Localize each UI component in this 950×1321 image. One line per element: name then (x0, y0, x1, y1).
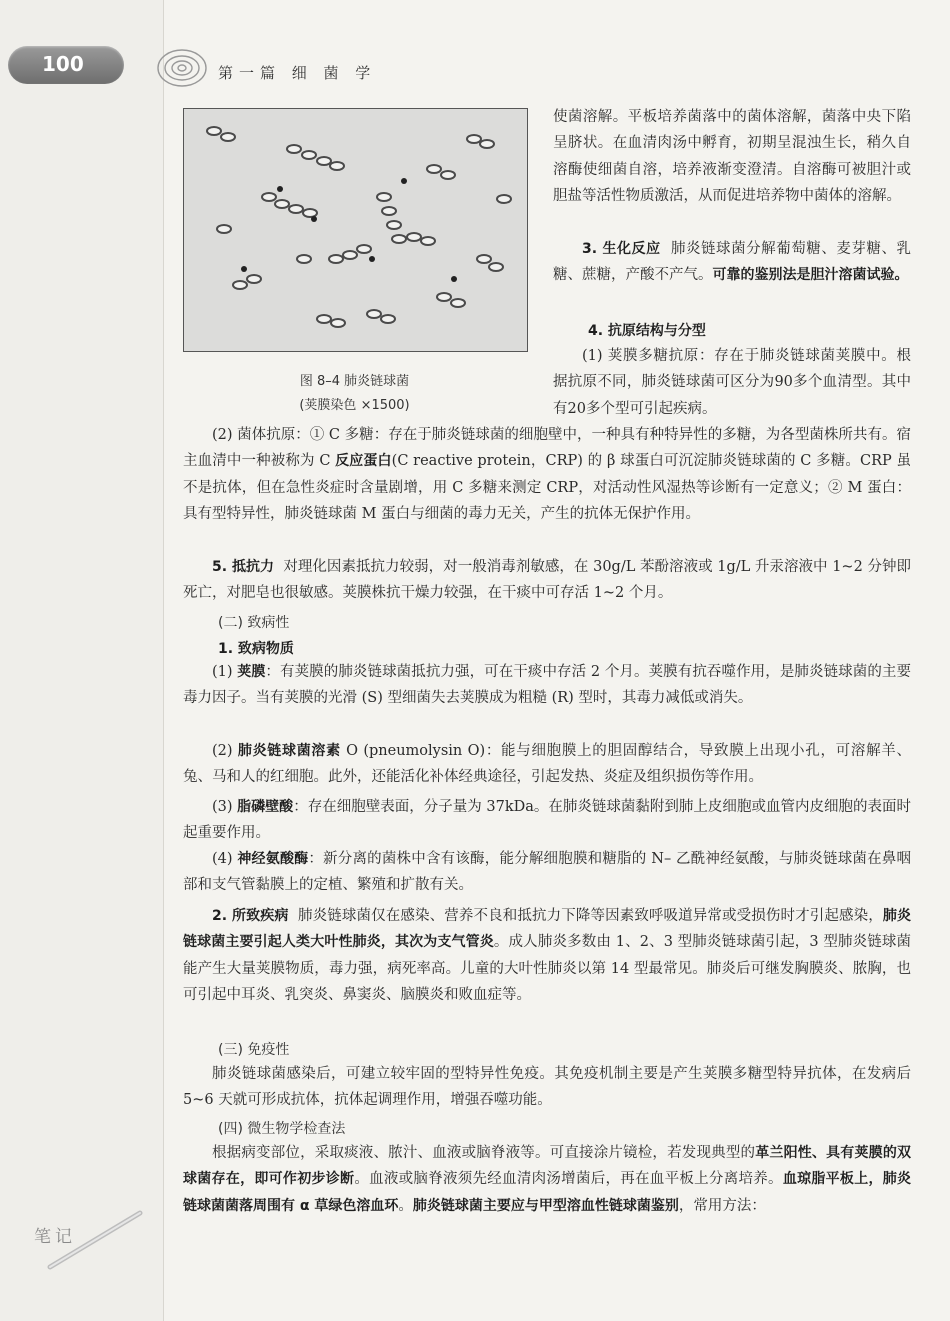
lab-bold-b: 革兰阳性、具有荚膜的双球菌存在，即可作初步诊断 (183, 1145, 912, 1188)
item-1-text: ：有荚膜的肺炎链球菌抵抗力强，可在干痰中存活 2 个月。荚膜有抗吞噬作用，是肺炎链球菌的主要毒力因子。当有荚膜的光滑 (S) 型细菌失去荚膜成为粗糙 (R) 型时，其毒力减低或消失。 (183, 664, 911, 707)
item-1-label: (1) (212, 664, 238, 680)
page-number: 100 (42, 52, 84, 76)
item-3-label: (3) (212, 799, 238, 815)
antigen-paragraph-1: (1) 荚膜多糖抗原：存在于肺炎链球菌荚膜中。根据抗原不同，肺炎链球菌可区分为90多个血清型。其中有20多个型可引起疾病。 (553, 348, 911, 417)
biochem-heading: 3. 生化反应 (582, 241, 661, 257)
disease-heading: 2. 所致疾病 (212, 908, 289, 924)
lab-bold-d: 血琼脂平板上，肺炎链球菌菌落周围有 α 草绿色溶血环 (183, 1171, 912, 1214)
micrograph-image (184, 109, 527, 351)
lab-text-a: 根据病变部位，采取痰液、脓汁、血液或脑脊液等。可直接涂片镜检，若发现典型的 (212, 1145, 756, 1161)
pathogenic-substances-text: 1. 致病物质 (218, 641, 294, 657)
right-column-paragraph: 使菌溶解。平板培养菌落中的菌体溶解，菌落中央下陷呈脐状。在血清肉汤中孵育，初期呈混浊生长，稍久自溶酶使细菌自溶，培养液渐变澄清。自溶酶可被胆汁或胆盐等活性物质激活，从而促进培养物中菌体的溶解。 (553, 109, 911, 204)
item-4-bold: 神经氨酸酶 (237, 851, 309, 867)
item-2-label: (2) (212, 743, 238, 759)
lab-text-e: 。 (398, 1197, 413, 1214)
pathogenic-substances-heading (218, 638, 294, 658)
lab-text-c: 。血液或脑脊液须先经血清肉汤增菌后，再在血平板上分离培养。 (354, 1171, 783, 1188)
swirl-logo-icon (152, 40, 212, 96)
antigen-p2-a: (2) 菌体抗原：① C 多糖：存在于肺炎链球菌的细胞壁中，一种具有种特异性的多糖，为各型菌株所共有。宿主血清中一种被称为 C (183, 427, 911, 470)
figure-caption-title: 图 8–4 肺炎链球菌 (299, 374, 410, 389)
biochem-text: 肺炎链球菌分解葡萄糖、麦芽糖、乳糖、蔗糖，产酸不产气。 (553, 241, 912, 284)
item-3-text: ：存在细胞壁表面，分子量为 37kDa。在肺炎链球菌黏附到肺上皮细胞或血管内皮细胞的表面时起重要作用。 (183, 799, 911, 842)
biochem-bold: 可靠的鉴别法是胆汁溶菌试验。 (712, 267, 909, 284)
disease-text-a: 肺炎链球菌仅在感染、营养不良和抵抗力下降等因素致呼吸道异常或受损伤时才引起感染， (298, 908, 883, 924)
antigen-p2-c: (C reactive protein，CRP) 的 β 球蛋白可沉淀肺炎链球菌的 C 多糖。CRP 虽不是抗体，但在急性炎症时含量剧增，用 C 多糖来测定 CRP，对活动性风湿热等诊断有一定意义；② M 蛋白：具有型特异性，肺炎链球菌 M 蛋白与细菌的毒力无关，产生的抗体无保护作用。 (183, 453, 912, 522)
pathogenicity-section-heading: (二) 致病性 (218, 615, 290, 631)
item-2-bold: 肺炎链球菌溶素 (237, 743, 341, 759)
lab-text-g: ，常用方法： (678, 1197, 766, 1214)
antigen-paragraph-2 (183, 422, 911, 527)
running-header: 第一篇 细 菌 学 (218, 64, 377, 82)
antigen-p2-bold: 反应蛋白 (335, 453, 392, 470)
resistance-text: 对理化因素抵抗力较弱，对一般消毒剂敏感，在 30g/L 苯酚溶液或 1g/L 升汞溶液中 1~2 分钟即死亡，对肥皂也很敏感。荚膜株抗干燥力较强，在干痰中可存活 1~2 个月。 (183, 559, 912, 602)
item-4-text: ：新分离的菌株中含有该酶，能分解细胞膜和糖脂的 N– 乙酰神经氨酸，与肺炎链球菌在鼻咽部和支气管黏膜上的定植、繁殖和扩散有关。 (183, 851, 912, 894)
biochem-paragraph (553, 236, 911, 289)
item-1-bold: 荚膜 (237, 664, 266, 680)
immunity-paragraph: 肺炎链球菌感染后，可建立较牢固的型特异性免疫。其免疫机制主要是产生荚膜多糖型特异抗体，在发病后 5~6 天就可形成抗体，抗体起调理作用，增强吞噬功能。 (183, 1066, 911, 1109)
disease-bold: 肺炎链球菌主要引起人类大叶性肺炎，其次为支气管炎 (183, 908, 912, 951)
immunity-section-heading: (三) 免疫性 (218, 1042, 290, 1058)
disease-text-b: 。成人肺炎多数由 1、2、3 型肺炎链球菌引起，3 型肺炎链球菌能产生大量荚膜物质，毒力强，病死率高。儿童的大叶性肺炎以第 14 型最常见。肺炎后可继发胸膜炎、脓胸，也可引起中耳炎、乳突炎、鼻窦炎、脑膜炎和败血症等。 (183, 934, 911, 1003)
margin-strip (0, 0, 163, 1321)
lab-paragraph (183, 1140, 911, 1219)
micrograph-figure (183, 108, 528, 352)
gutter-line (163, 0, 164, 1321)
resistance-paragraph (183, 554, 911, 607)
lab-bold-f: 肺炎链球菌主要应与甲型溶血性链球菌鉴别 (412, 1197, 679, 1214)
item-2-text: O (pneumolysin O)：能与细胞膜上的胆固醇结合，导致膜上出现小孔，可溶解羊、兔、马和人的红细胞。此外，还能活化补体经典途径，引起发热、炎症及组织损伤等作用。 (183, 743, 911, 786)
pathogen-item-2 (183, 738, 911, 791)
disease-paragraph (183, 903, 911, 1008)
pathogen-item-3 (183, 794, 911, 847)
antigen-heading-text: 4. 抗原结构与分型 (588, 323, 706, 339)
pathogen-item-1 (183, 659, 911, 712)
item-3-bold: 脂磷壁酸 (237, 799, 294, 815)
lab-section-heading: (四) 微生物学检查法 (218, 1121, 346, 1137)
notes-label: 笔记 (34, 1227, 76, 1247)
item-4-label: (4) (212, 851, 238, 867)
pathogen-item-4 (183, 846, 911, 899)
resistance-heading: 5. 抵抗力 (212, 559, 275, 575)
figure-caption-subtitle: (荚膜染色 ×1500) (299, 398, 410, 413)
antigen-heading (588, 320, 706, 340)
